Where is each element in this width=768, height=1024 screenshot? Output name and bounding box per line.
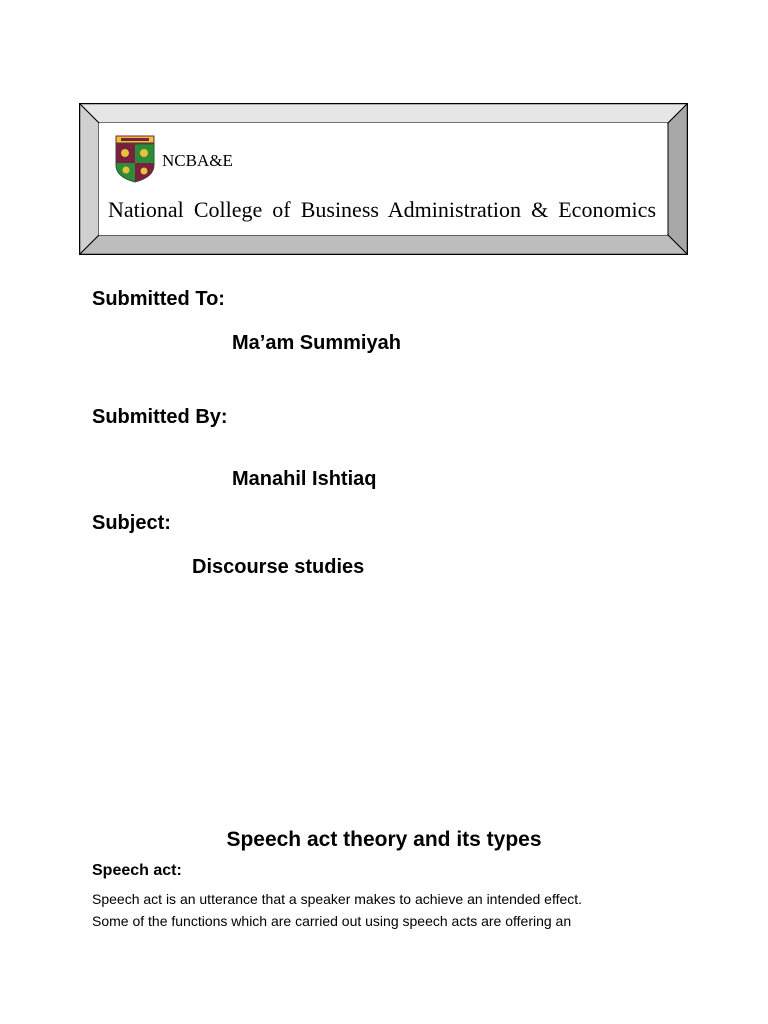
- document-title: Speech act theory and its types: [226, 828, 542, 851]
- logo-text: NCBA&E: [162, 151, 233, 170]
- submitted-by-label: Submitted By:: [92, 406, 228, 428]
- college-crest-icon: [113, 135, 157, 183]
- header-inner: [99, 123, 667, 235]
- header-frame: [79, 103, 688, 255]
- submitted-to-value: Ma’am Summiyah: [232, 332, 401, 354]
- section-heading: Speech act:: [92, 862, 182, 879]
- subject-value: Discourse studies: [192, 556, 365, 578]
- submitted-by-value: Manahil Ishtiaq: [232, 468, 377, 490]
- subject-label: Subject:: [92, 512, 171, 534]
- college-name: National College of Business Administration & Economics: [108, 197, 656, 222]
- paragraph: [92, 888, 712, 932]
- paragraph-line: Some of the functions which are carried out using speech acts are offering an: [92, 913, 572, 929]
- submitted-to-label: Submitted To:: [92, 288, 225, 310]
- paragraph-line: Speech act is an utterance that a speaker makes to achieve an intended effect.: [92, 891, 583, 907]
